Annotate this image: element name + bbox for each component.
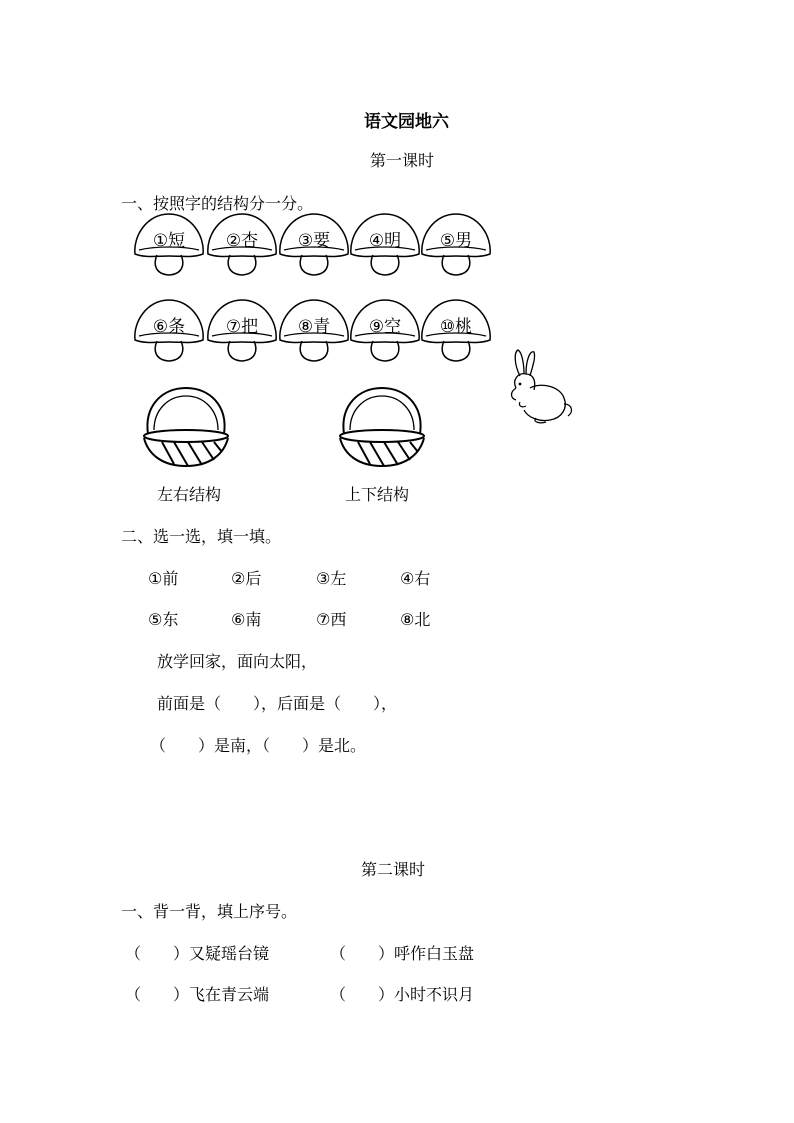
mushroom-5 bbox=[418, 208, 494, 280]
option-5: ⑤东 bbox=[148, 610, 179, 629]
basket-icon bbox=[138, 386, 234, 470]
mushroom-label: ⑦把 bbox=[225, 317, 259, 337]
option-1: ①前 bbox=[148, 569, 179, 588]
mushroom-label: ⑧青 bbox=[297, 317, 331, 337]
mushroom-label: ⑥条 bbox=[152, 317, 186, 337]
mushroom-7 bbox=[204, 294, 280, 366]
option-2: ②后 bbox=[231, 569, 262, 588]
poem-line-2: （ ）呼作白玉盘 bbox=[330, 944, 475, 963]
page-title: 语文园地六 bbox=[364, 112, 449, 132]
mushroom-label: ①短 bbox=[152, 231, 186, 251]
option-8: ⑧北 bbox=[400, 610, 431, 629]
mushroom-4 bbox=[347, 208, 423, 280]
lesson1-q1-prompt: 一、按照字的结构分一分。 bbox=[121, 194, 314, 213]
mushroom-label: ⑩桃 bbox=[439, 317, 473, 337]
mushroom-label: ③要 bbox=[297, 231, 331, 251]
mushroom-6 bbox=[131, 294, 207, 366]
mushroom-label: ②杏 bbox=[225, 231, 259, 251]
q2-line-3: （ ）是南，（ ）是北。 bbox=[150, 736, 367, 755]
q2-line-1: 放学回家，面向太阳， bbox=[157, 652, 318, 671]
mushroom-8 bbox=[276, 294, 352, 366]
mushroom-10 bbox=[418, 294, 494, 366]
mushroom-1 bbox=[131, 208, 207, 280]
lesson1-heading: 第一课时 bbox=[370, 151, 435, 170]
lesson2-q1-prompt: 一、背一背，填上序号。 bbox=[121, 902, 298, 921]
rabbit-icon bbox=[506, 348, 576, 428]
poem-line-3: （ ）飞在青云端 bbox=[125, 985, 270, 1004]
mushroom-label: ⑤男 bbox=[439, 231, 473, 251]
basket-label-left-right: 左右结构 bbox=[157, 485, 222, 504]
option-6: ⑥南 bbox=[231, 610, 262, 629]
poem-line-4: （ ）小时不识月 bbox=[330, 985, 475, 1004]
option-7: ⑦西 bbox=[316, 610, 347, 629]
mushroom-label: ⑨空 bbox=[368, 317, 402, 337]
mushroom-9 bbox=[347, 294, 423, 366]
basket-icon bbox=[334, 386, 430, 470]
mushroom-3 bbox=[276, 208, 352, 280]
mushroom-2 bbox=[204, 208, 280, 280]
lesson1-q2-prompt: 二、选一选，填一填。 bbox=[121, 527, 282, 546]
q2-line-2: 前面是（ ），后面是（ ）， bbox=[157, 694, 398, 713]
basket-label-top-bottom: 上下结构 bbox=[345, 485, 410, 504]
option-4: ④右 bbox=[400, 569, 431, 588]
poem-line-1: （ ）又疑瑶台镜 bbox=[125, 944, 270, 963]
mushroom-label: ④明 bbox=[368, 231, 402, 251]
lesson2-heading: 第二课时 bbox=[361, 860, 426, 879]
option-3: ③左 bbox=[316, 569, 347, 588]
